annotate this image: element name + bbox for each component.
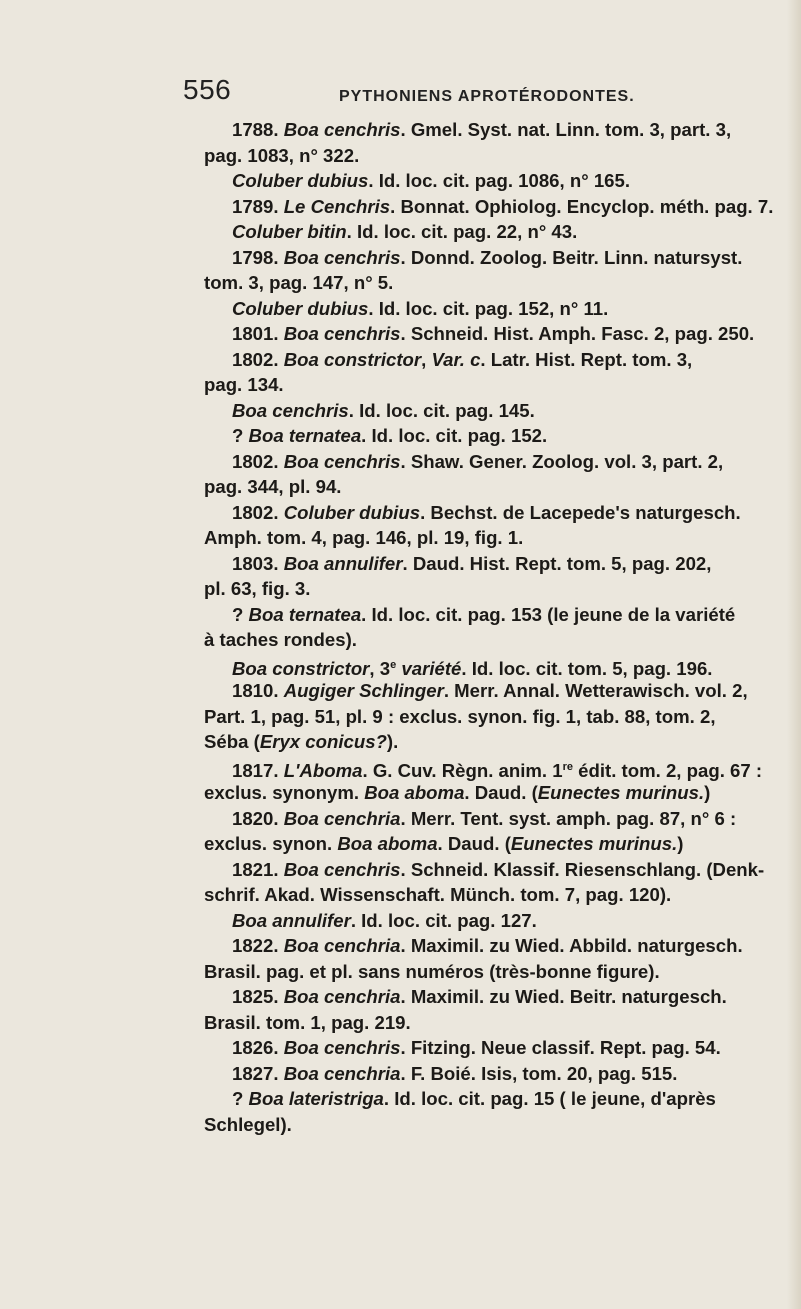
text-line: Schlegel). <box>204 1113 292 1135</box>
taxon-name: Var. c <box>431 348 481 370</box>
taxon-name: Eunectes murinus. <box>510 833 678 854</box>
entry-1802-bechst <box>204 500 749 551</box>
text-line <box>204 398 749 424</box>
taxon-name: L'Aboma <box>283 759 363 781</box>
citation-text: 1822. <box>232 935 284 956</box>
citation-text: . Id. loc. cit. tom. 5, pag. 196. <box>461 657 713 679</box>
taxon-name: Boa cenchria <box>283 986 401 1007</box>
entry-coluber-dubius-2 <box>204 296 749 322</box>
text-line <box>204 780 749 806</box>
taxon-name: Boa cenchria <box>283 807 401 829</box>
entry-1822 <box>204 933 749 984</box>
entry-1820 <box>204 806 749 857</box>
citation-text: . Schneid. Klassif. Riesenschlang. (Denk- <box>400 858 765 880</box>
text-line <box>204 1035 749 1061</box>
text-line <box>204 831 749 857</box>
entry-1810 <box>204 678 749 755</box>
citation-text: . Merr. Tent. syst. amph. pag. 87, n° 6 : <box>400 807 737 829</box>
text-line <box>204 1086 749 1112</box>
text-line <box>204 296 749 322</box>
entry-1827 <box>204 1061 749 1087</box>
entry-1826 <box>204 1035 749 1061</box>
taxon-name: Coluber bitin <box>232 221 347 242</box>
taxon-name: Le Cenchris <box>283 195 391 217</box>
citation-text: Séba ( <box>204 731 260 752</box>
taxon-name: Boa cenchris <box>283 119 401 140</box>
text-line <box>204 423 749 449</box>
citation-text: . Maximil. zu Wied. Beitr. naturgesch. <box>400 986 727 1007</box>
text-line: Brasil. pag. et pl. sans numéros (très-bonne figure). <box>204 960 660 982</box>
citation-text: 1817. <box>232 759 284 781</box>
citation-text: re <box>562 760 573 773</box>
text-line: Brasil. tom. 1, pag. 219. <box>204 1011 411 1033</box>
taxon-name: Boa cenchris <box>283 450 401 472</box>
text-line <box>204 551 749 577</box>
citation-text: , 3 <box>369 657 391 679</box>
citation-text: . Daud. ( <box>464 782 538 803</box>
citation-text: . Id. loc. cit. pag. 152. <box>361 425 548 446</box>
taxon-name: Boa cenchris <box>283 1037 401 1058</box>
text-line <box>204 602 749 628</box>
text-line <box>204 984 749 1010</box>
taxon-name: Augiger Schlinger <box>283 680 444 701</box>
citation-text: 1798. <box>232 246 284 268</box>
citation-text: . Donnd. Zoolog. Beitr. Linn. natursyst. <box>400 246 743 268</box>
citation-text: e <box>390 658 397 671</box>
text-line: à taches rondes). <box>204 629 357 650</box>
citation-text: . Id. loc. cit. pag. 152, n° 11. <box>368 297 609 319</box>
taxon-name: Boa annulifer <box>283 552 403 574</box>
citation-text: 1789. <box>232 195 284 217</box>
entry-1802-shaw <box>204 449 749 500</box>
text-line <box>204 653 749 679</box>
text-line <box>204 245 749 271</box>
citation-text: . Merr. Annal. Wetterawisch. vol. 2, <box>443 680 748 701</box>
text-line <box>204 449 749 475</box>
text-line <box>204 168 749 194</box>
taxon-name: Coluber dubius <box>232 297 369 319</box>
text-line: Part. 1, pag. 51, pl. 9 : exclus. synon. fig. 1, tab. 88, tom. 2, <box>204 705 716 727</box>
entry-boa-ternatea <box>204 423 749 449</box>
text-line <box>204 678 749 704</box>
citation-text: 1788. <box>232 119 284 140</box>
text-line <box>204 219 749 245</box>
taxon-name: Coluber dubius <box>283 501 421 523</box>
citation-text: . Schneid. Hist. Amph. Fasc. 2, pag. 250. <box>400 323 755 344</box>
citation-text: . Bonnat. Ophiolog. Encyclop. méth. pag. 7. <box>390 195 774 217</box>
citation-text: 1821. <box>232 858 284 880</box>
text-line <box>204 117 749 143</box>
taxon-name: Boa constrictor <box>232 657 370 679</box>
taxon-name: Boa cenchris <box>283 858 401 880</box>
taxon-name: Boa cenchris <box>283 246 401 268</box>
citation-text: ). <box>386 731 399 752</box>
entry-1825 <box>204 984 749 1035</box>
citation-text: . Maximil. zu Wied. Abbild. naturgesch. <box>400 935 743 956</box>
taxon-name: Boa aboma <box>364 782 465 803</box>
citation-text: 1801. <box>232 323 284 344</box>
text-line <box>204 1061 749 1087</box>
text-line: tom. 3, pag. 147, n° 5. <box>204 272 394 293</box>
citation-text: . F. Boié. Isis, tom. 20, pag. 515. <box>400 1062 678 1084</box>
entry-boa-annulifer <box>204 908 749 934</box>
citation-text: 1802. <box>232 501 284 523</box>
taxon-name: Coluber dubius <box>232 170 369 191</box>
citation-text: 1825. <box>232 986 284 1007</box>
citation-text: 1820. <box>232 807 284 829</box>
citation-text: exclus. synon. <box>204 833 338 854</box>
entry-1802-latr <box>204 347 749 398</box>
taxon-name: Boa cenchris <box>283 323 401 344</box>
taxon-name: Boa lateristriga <box>248 1088 384 1109</box>
text-line <box>204 194 774 220</box>
page-edge <box>787 0 801 1309</box>
citation-text: 1826. <box>232 1037 284 1058</box>
text-line <box>204 806 749 832</box>
taxon-name: Eryx conicus? <box>259 731 387 752</box>
entry-boa-cenchris-id <box>204 398 749 424</box>
citation-text: . Id. loc. cit. pag. 22, n° 43. <box>346 221 578 242</box>
synonymy-list <box>204 117 774 1137</box>
taxon-name: Boa constrictor <box>283 348 422 370</box>
taxon-name: Boa cenchria <box>283 935 401 956</box>
citation-text: . Id. loc. cit. pag. 15 ( le jeune, d'après <box>383 1088 716 1109</box>
taxon-name: Boa cenchris <box>232 399 349 421</box>
taxon-name: Boa aboma <box>337 833 438 854</box>
citation-text: . Bechst. de Lacepede's naturgesch. <box>420 501 741 523</box>
entry-1821 <box>204 857 765 908</box>
citation-text: . Latr. Hist. Rept. tom. 3, <box>480 348 693 370</box>
text-line <box>204 908 749 934</box>
citation-text: ) <box>677 833 684 854</box>
entry-1788 <box>204 117 749 168</box>
citation-text: ? <box>232 1088 249 1109</box>
text-line <box>204 347 749 373</box>
entry-boa-constrictor-3 <box>204 653 749 679</box>
entry-1803 <box>204 551 749 602</box>
entry-boa-lateristriga <box>204 1086 749 1137</box>
text-line <box>204 729 749 755</box>
citation-text: . Fitzing. Neue classif. Rept. pag. 54. <box>400 1037 721 1058</box>
citation-text: . Gmel. Syst. nat. Linn. tom. 3, part. 3, <box>400 119 732 140</box>
citation-text: . Shaw. Gener. Zoolog. vol. 3, part. 2, <box>400 450 724 472</box>
citation-text: . Id. loc. cit. pag. 127. <box>350 909 537 931</box>
taxon-name: Eunectes murinus. <box>537 782 705 803</box>
citation-text: . G. Cuv. Règn. anim. 1 <box>362 759 563 781</box>
citation-text: 1802. <box>232 450 284 472</box>
text-line <box>204 755 763 781</box>
citation-text: ) <box>704 782 711 803</box>
entry-coluber-bitin <box>204 219 749 245</box>
page-number: 556 <box>183 74 232 105</box>
citation-text: . Id. loc. cit. pag. 1086, n° 165. <box>368 170 631 191</box>
text-line <box>204 933 749 959</box>
entry-1801 <box>204 321 755 347</box>
citation-text: ? <box>232 603 249 625</box>
text-line <box>204 857 765 883</box>
citation-text: , <box>421 348 432 370</box>
citation-text: . Daud. ( <box>437 833 511 854</box>
citation-text: . Id. loc. cit. pag. 145. <box>348 399 535 421</box>
text-line: Amph. tom. 4, pag. 146, pl. 19, fig. 1. <box>204 527 524 548</box>
citation-text: 1803. <box>232 552 284 574</box>
entry-boa-ternatea-2 <box>204 602 749 653</box>
citation-text: . Daud. Hist. Rept. tom. 5, pag. 202, <box>402 552 712 574</box>
text-line: pag. 1083, n° 322. <box>204 144 360 166</box>
citation-text: édit. tom. 2, pag. 67 : <box>573 759 763 781</box>
text-line: schrif. Akad. Wissenschaft. Münch. tom. 7, pag. 120). <box>204 884 672 905</box>
citation-text: 1827. <box>232 1062 284 1084</box>
citation-text: . Id. loc. cit. pag. 153 (le jeune de la variété <box>361 603 736 625</box>
taxon-name: Boa annulifer <box>232 909 351 931</box>
text-line: pl. 63, fig. 3. <box>204 578 311 599</box>
text-line <box>204 500 749 526</box>
taxon-name: Boa ternatea <box>248 425 362 446</box>
citation-text: 1802. <box>232 348 284 370</box>
text-line: pag. 134. <box>204 374 284 395</box>
running-head: PYTHONIENS APROTÉRODONTES. <box>339 88 635 105</box>
text-line: pag. 344, pl. 94. <box>204 476 342 497</box>
citation-text: 1810. <box>232 680 284 701</box>
entry-1798 <box>204 245 749 296</box>
taxon-name: variété <box>401 657 462 679</box>
page-header <box>183 74 743 114</box>
citation-text: exclus. synonym. <box>204 782 365 803</box>
entry-1789 <box>204 194 774 220</box>
text-line <box>204 321 755 347</box>
entry-coluber-dubius <box>204 168 749 194</box>
taxon-name: Boa cenchria <box>283 1062 401 1084</box>
taxon-name: Boa ternatea <box>248 603 362 625</box>
citation-text: ? <box>232 425 249 446</box>
entry-1817 <box>204 755 763 806</box>
